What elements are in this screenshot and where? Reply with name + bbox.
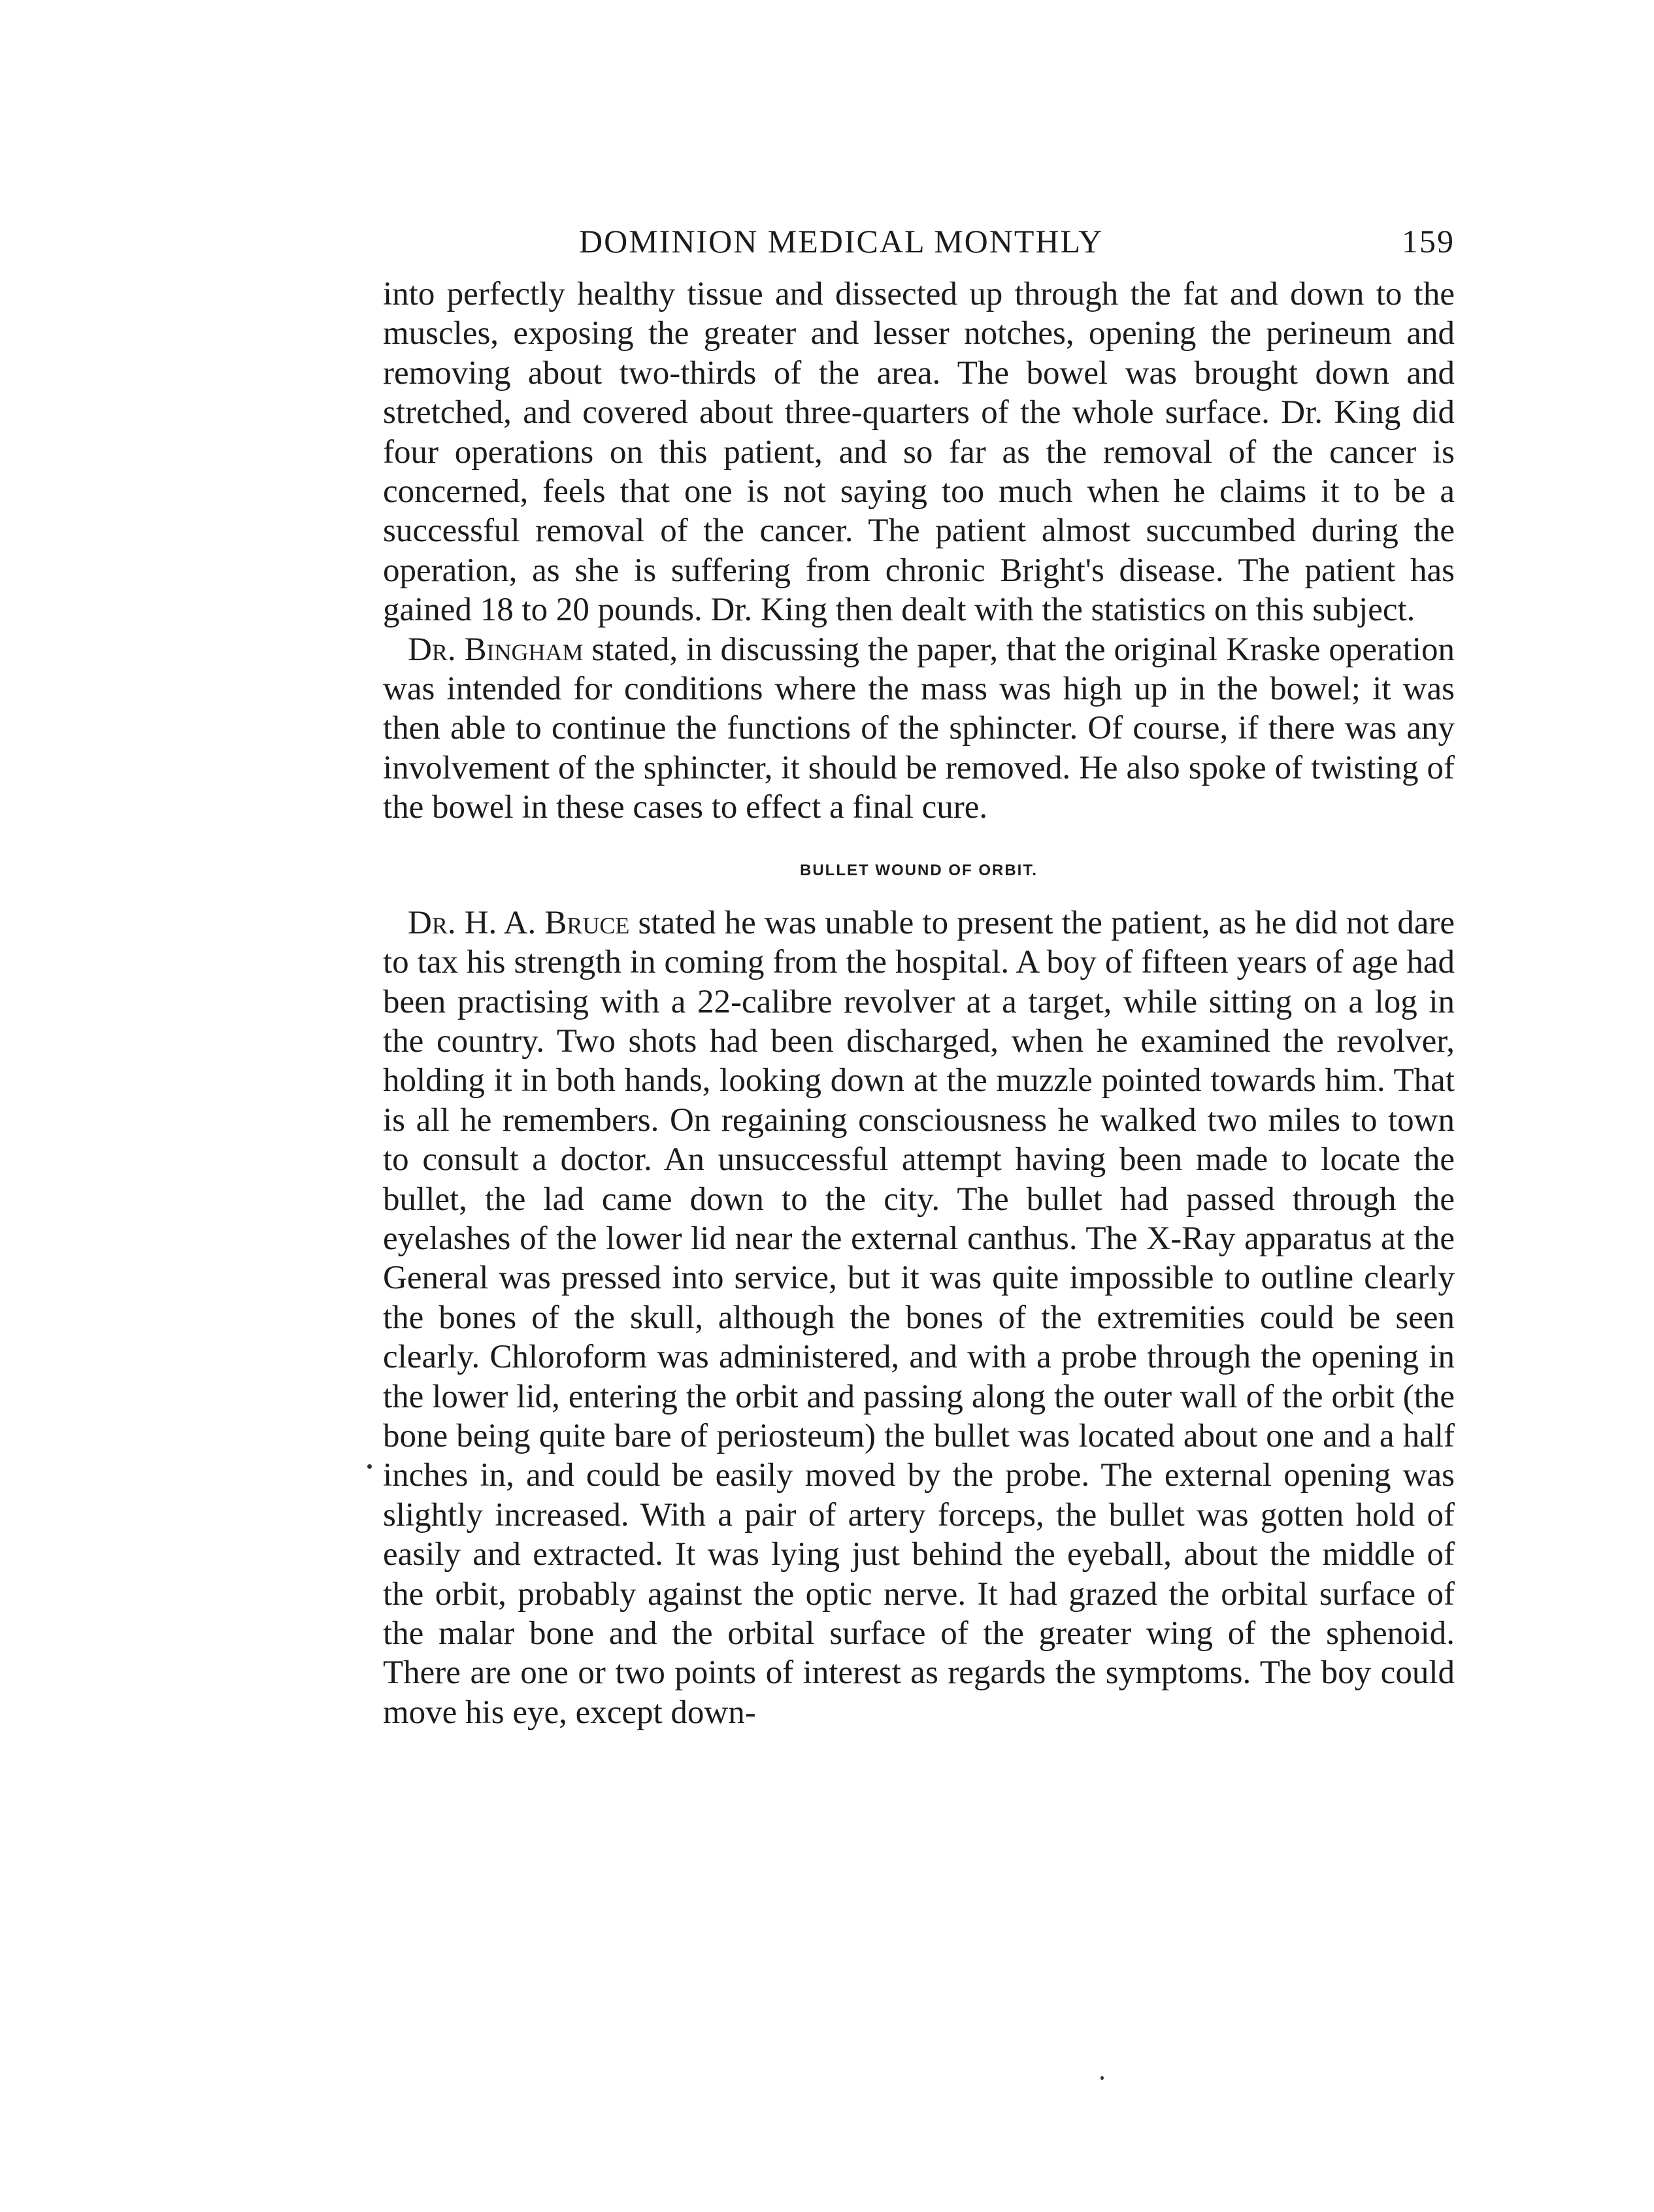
paragraph-bingham (383, 630, 1455, 828)
running-title: DOMINION MEDICAL MONTHLY (579, 223, 1104, 260)
speaker-name: Dr. H. A. Bruce (408, 904, 630, 941)
margin-speck (367, 1464, 372, 1469)
paragraph-text: stated, in discussing the paper, that the original Kraske operation was intended for conditions where the mass was high up in the bowel; it was then able to continue the functions of the sphincter. Of course, if there was any involvement of the sphincter, it should be removed. He also spoke of twisting of the bowel in these cases to effect a final cure. (383, 631, 1455, 826)
paragraph-continuation: into perfectly healthy tissue and dissected up through the fat and down to the muscles, exposing the greater and lesser notches, opening the perineum and removing about two-thirds of the area. The bowel was brought down and stretched, and covered about three-quarters of the whole surface. Dr. King did four operations on this patient, and so far as the removal of the cancer is concerned, feels that one is not saying too much when he claims it to be a successful removal of the cancer. The patient almost succumbed during the operation, as she is suffering from chronic Bright's disease. The patient has gained 18 to 20 pounds. Dr. King then dealt with the statistics on this subject. (383, 276, 1455, 629)
section-heading: BULLET WOUND OF ORBIT. (800, 861, 1038, 879)
page-number: 159 (1402, 223, 1455, 260)
margin-speck (1100, 2076, 1104, 2080)
paragraph-bruce (383, 903, 1455, 1733)
paragraph-text: stated he was unable to present the patient, as he did not dare to tax his strength in coming from the hospital. A boy of fifteen years of age had been practising with a 22-calibre revolver at a target, while sitting on a log in the country. Two shots had been discharged, when he examined the revolver, holding it in both hands, looking down at the muzzle pointed towards him. That is all he remembers. On regaining consciousness he walked two miles to town to consult a doctor. An unsuccessful attempt having been made to locate the bullet, the lad came down to the city. The bullet had passed through the eyelashes of the lower lid near the external canthus. The X-Ray apparatus at the General was pressed into service, but it was quite impossible to outline clearly the bones of the skull, although the bones of the extremities could be seen clearly. Chloroform was administered, and with a probe through the opening in the lower lid, entering the orbit and passing along the outer wall of the orbit (the bone being quite bare of periosteum) the bullet was located about one and a half inches in, and could be easily moved by the probe. The external opening was slightly increased. With a pair of artery forceps, the bullet was gotten hold of easily and extracted. It was lying just behind the eyeball, about the middle of the orbit, probably against the optic nerve. It had grazed the orbital surface of the malar bone and the orbital surface of the greater wing of the sphenoid. There are one or two points of interest as regards the symptoms. The boy could move his eye, except down- (383, 904, 1455, 1731)
speaker-name: Dr. Bingham (408, 631, 584, 668)
journal-page (383, 222, 1455, 1732)
running-head (383, 222, 1455, 275)
